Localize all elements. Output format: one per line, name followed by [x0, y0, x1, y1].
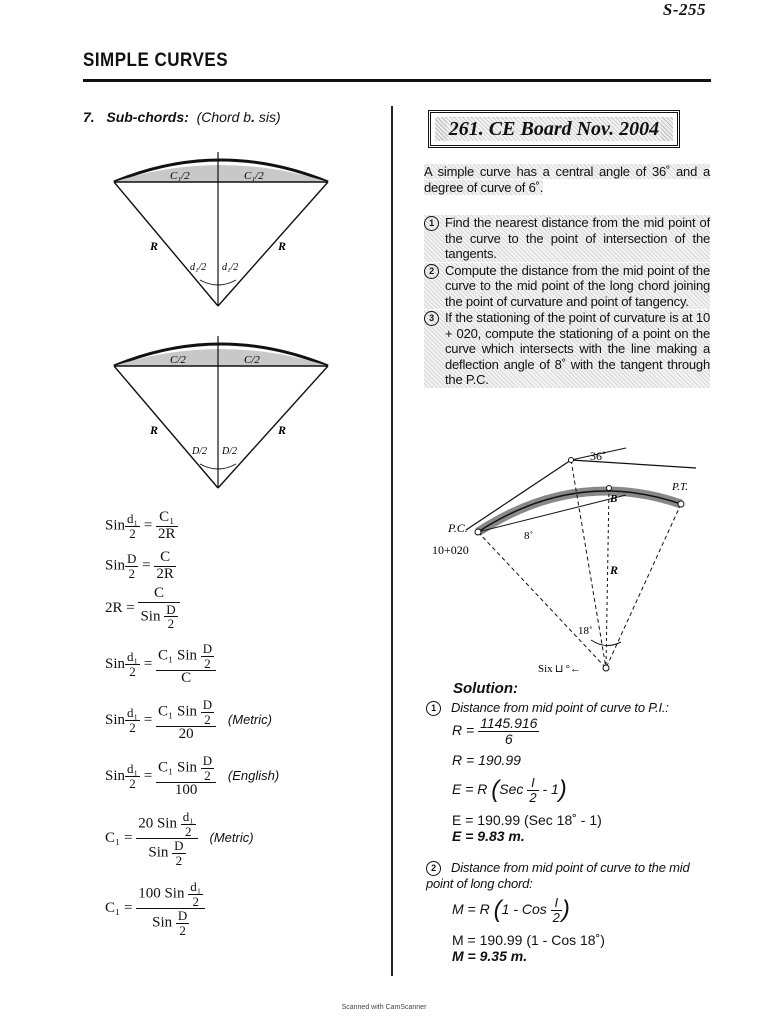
- part1-e-substitution: E = 190.99 (Sec 18˚ - 1): [452, 812, 602, 828]
- d1-radius-left-label: R: [150, 239, 159, 253]
- scanner-footer: Scanned with CamScanner: [341, 1004, 427, 1011]
- question-3-number: 3: [424, 311, 439, 326]
- item-number: 7.: [83, 109, 95, 125]
- part1-e-formula: E = R (Sec $\frac{I}{2}$ - 1): [452, 775, 567, 805]
- curve-center-note: Six ⊔ °←: [538, 663, 582, 675]
- d2-angle-left-label: D/2: [192, 446, 207, 457]
- column-divider: [391, 106, 393, 976]
- question-2: 2 Compute the distance from the mid point of the curve to the mid point of the long chord joining the point of curvature and point of tangency.: [424, 263, 710, 310]
- part1-r-value: R = 190.99: [452, 752, 521, 768]
- problem-title: 261. CE Board Nov. 2004: [448, 117, 660, 140]
- curve-deflection-label: 8˚: [524, 530, 534, 542]
- part2-m-result: M = 9.35 m.: [452, 948, 528, 964]
- formula-7: C₁ = 20 Sin $\frac{\text{d₁}}{2}$ Sin $\frac{D}{2}$ (Metric): [105, 809, 254, 868]
- question-1: 1 Find the nearest distance from the mid point of the curve to the point of intersection of the tangents.: [424, 215, 710, 262]
- curve-diagram: [426, 440, 716, 680]
- curve-point-b-label: B: [610, 493, 618, 505]
- curve-angle-top-label: 36˚: [590, 449, 606, 463]
- curve-center-angle-label: 18˚: [578, 625, 593, 637]
- question-list: [424, 215, 710, 389]
- d2-chord-left-label: C/2: [170, 354, 186, 366]
- item-title: Sub-chords:: [106, 109, 189, 125]
- part2-heading: 2 Distance from mid point of curve to the mid point of long chord:: [426, 860, 690, 892]
- formula-4: Sin $\frac{\text{d₁}}{2}$ = C₁ Sin $\frac{D}{2}$ C: [105, 642, 216, 687]
- formula-2: Sin $\frac{D}{2}$ = $\frac{C}{2R}$: [105, 549, 174, 582]
- d1-chord-left-label: C₁/2: [170, 170, 190, 182]
- curve-pt-label: P.T.: [672, 481, 689, 493]
- formula-3: 2R = C Sin $\frac{D}{2}$: [105, 586, 180, 631]
- d1-angle-left-label: d₁/2: [190, 262, 207, 273]
- solution-title: Solution:: [453, 680, 518, 697]
- page-number: S-255: [662, 0, 706, 19]
- problem-statement: A simple curve has a central angle of 36˚ and a degree of curve of 6˚.: [424, 164, 710, 195]
- fullchord-diagram: [108, 320, 338, 492]
- part1-r-formula: R = $\frac{1145.916}{6}$: [452, 715, 538, 747]
- section-title: SIMPLE CURVES: [83, 48, 229, 71]
- part2-m-formula: M = R (1 - Cos $\frac{I}{2}$ ): [452, 895, 570, 925]
- curve-station-label: 10+020: [432, 543, 469, 557]
- d2-angle-right-label: D/2: [222, 446, 237, 457]
- d1-chord-right-label: C₁/2: [244, 170, 264, 182]
- header-rule: [83, 79, 711, 82]
- question-2-number: 2: [424, 264, 439, 279]
- part2-m-substitution: M = 190.99 (1 - Cos 18˚): [452, 932, 605, 948]
- question-3: 3 If the stationing of the point of curvature is at 10 + 020, compute the stationing of a point on the curve which intersects with the line making a deflection angle of 8˚ with the tangent through the P.C.: [424, 310, 710, 388]
- part1-heading: 1 Distance from mid point of curve to P.I.:: [426, 700, 669, 716]
- curve-pc-label: P.C.: [448, 521, 468, 535]
- formula-1: Sin $\frac{\text{d₁}}{2}$ = $\frac{\text{C₁}}{2R}$: [105, 509, 176, 542]
- d2-radius-right-label: R: [278, 423, 287, 437]
- problem-title-box: [428, 110, 680, 148]
- subchord-diagram: [108, 140, 338, 310]
- item-sub-2: sis): [258, 109, 281, 125]
- item-heading: 7. Sub-chords: (Chord b. sis): [83, 109, 281, 125]
- item-sub: (Chord b: [196, 109, 252, 125]
- formula-8: C₁ = 100 Sin $\frac{\text{d₁}}{2}$ Sin $\frac{D}{2}$: [105, 880, 205, 938]
- d2-radius-left-label: R: [150, 423, 159, 437]
- d2-chord-right-label: C/2: [244, 354, 260, 366]
- question-1-number: 1: [424, 216, 439, 231]
- part1-e-result: E = 9.83 m.: [452, 828, 525, 844]
- d1-angle-right-label: d₁/2: [222, 262, 239, 273]
- formula-5: Sin $\frac{\text{d₁}}{2}$ = C₁ Sin $\frac{D}{2}$ 20 (Metric): [105, 697, 272, 743]
- curve-radius-label: R: [610, 563, 619, 577]
- formula-6: Sin $\frac{\text{d₁}}{2}$ = C₁ Sin $\frac{D}{2}$ 100 (English): [105, 753, 280, 799]
- d1-radius-right-label: R: [278, 239, 287, 253]
